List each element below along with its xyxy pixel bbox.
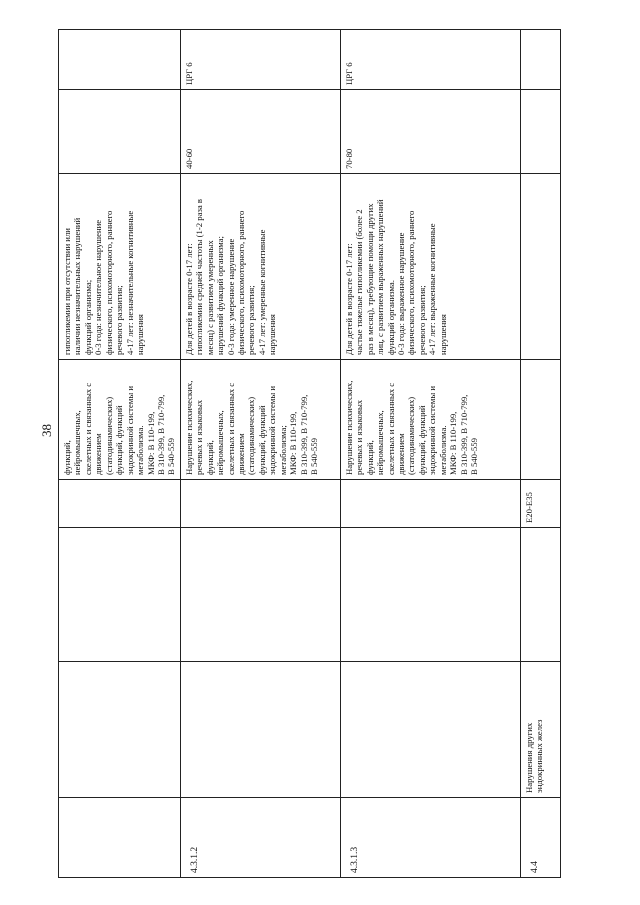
code-cell: 4.3.1.2: [180, 798, 340, 878]
empty-cell: [520, 528, 560, 662]
description-cell: [520, 174, 560, 360]
description-cell: Для детей в возрасте 0-17 лет: гипогликемии средней частоты (1-2 раза в месяц) с развитием умеренных нарушений функций организма; 0-3 года: умеренное нарушение физического, психомоторного, раннего речевого развития; 4-17 лет: умеренные когнитивные нарушения: [180, 174, 340, 360]
group-cell: [520, 30, 560, 90]
group-cell: ЦРГ 6: [340, 30, 520, 90]
percent-cell: [59, 90, 181, 174]
criteria-cell: Нарушение психических, речевых и языковых функций, нейромышечных, скелетных и связанных с движением (статодинамических) функций, функций эндокринной системы и метаболизма. МКФ: В 110-199, В 310-399, В 710-799, В 540-559: [340, 360, 520, 480]
icd-code-cell: [59, 480, 181, 528]
empty-cell: [59, 528, 181, 662]
percent-cell: [520, 90, 560, 174]
criteria-cell: Нарушение психических, речевых и языковых функций, нейромышечных, скелетных и связанных с движением (статодинамических) функций, функций эндокринной системы и метаболизма; МКФ: В 110-199, В 310-399, В 710-799, В 540-559: [180, 360, 340, 480]
empty-cell: [180, 528, 340, 662]
name-cell: Нарушения других эндокринных желез: [520, 662, 560, 798]
name-cell: [180, 662, 340, 798]
criteria-cell: функций, нейромышечных, скелетных и связанных с движением (статодинамических) функций, функций эндокринной системы и метаболизма. МКФ: В 110-199, В 310-399, В 710-799, В 540-559: [59, 360, 181, 480]
name-cell: [59, 662, 181, 798]
code-cell: 4.3.1.3: [340, 798, 520, 878]
criteria-cell: [520, 360, 560, 480]
table-row: [520, 30, 560, 878]
page-number: 38: [39, 424, 54, 437]
code-cell: [59, 798, 181, 878]
description-cell: гипогликемии при отсутствии или наличии незначительных нарушений функций организма; 0-3 года: незначительное нарушение физического, психомоторного, раннего речевого развития; 4-17 лет: незначительные когнитивные нарушения: [59, 174, 181, 360]
percent-cell: 40-60: [180, 90, 340, 174]
rotated-table-container: [58, 30, 558, 878]
description-cell: Для детей в возрасте 0-17 лет: частые тяжелые гипогликемии (более 2 раз в месяц), требующие помощи других лиц, с развитием выраженных нарушений функций организма. 0-3 года: выраженное нарушение физического, психомоторного, раннего речевого развития; 4-17 лет: выраженные когнитивные нарушения: [340, 174, 520, 360]
icd-code-cell: [340, 480, 520, 528]
table-row: [340, 30, 520, 878]
group-cell: ЦРГ 6: [180, 30, 340, 90]
disability-criteria-table: [58, 29, 561, 878]
icd-code-cell: [180, 480, 340, 528]
group-cell: [59, 30, 181, 90]
percent-cell: 70-80: [340, 90, 520, 174]
empty-cell: [340, 528, 520, 662]
code-cell: 4.4: [520, 798, 560, 878]
icd-code-cell: E20-E35: [520, 480, 560, 528]
name-cell: [340, 662, 520, 798]
table-row: [180, 30, 340, 878]
table-row: [59, 30, 181, 878]
